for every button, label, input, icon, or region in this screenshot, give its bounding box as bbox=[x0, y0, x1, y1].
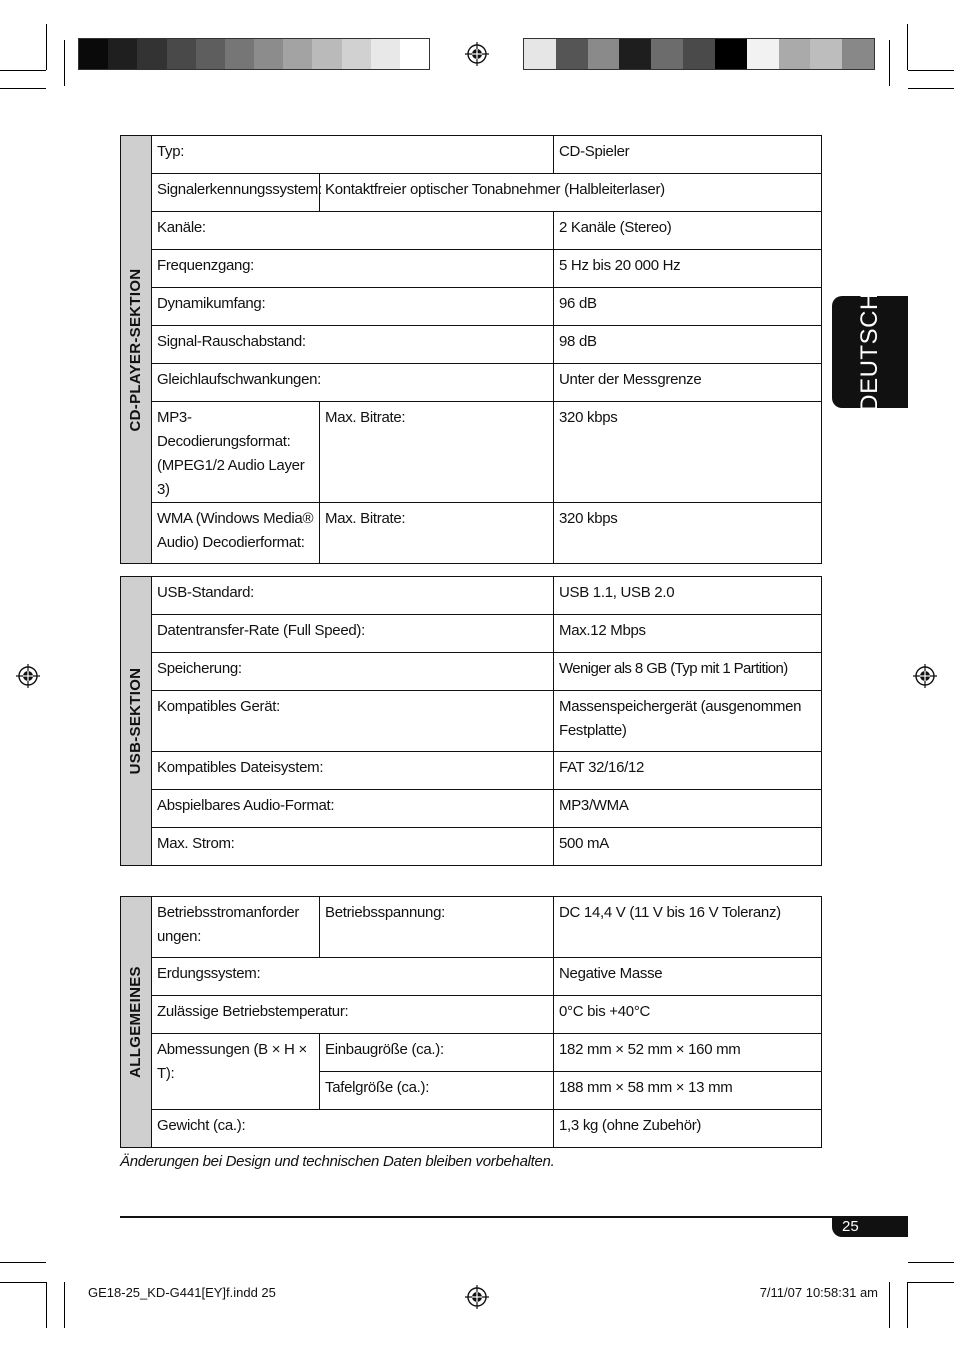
spec-sublabel: Tafelgröße (ca.): bbox=[320, 1072, 554, 1110]
table-row bbox=[121, 174, 822, 212]
color-swatch bbox=[651, 39, 683, 69]
color-swatch bbox=[283, 39, 312, 69]
table-row bbox=[121, 790, 822, 828]
section-title: CD-PLAYER-SEKTION bbox=[127, 268, 144, 431]
spec-value: Weniger als 8 GB (Typ mit 1 Partition) bbox=[554, 653, 822, 691]
language-tab-label: DEUTSCH bbox=[856, 292, 883, 412]
color-swatch bbox=[79, 39, 108, 69]
section-title: USB-SEKTION bbox=[127, 667, 144, 775]
spec-label: Kanäle: bbox=[152, 212, 554, 250]
tone-color-bar bbox=[523, 38, 875, 70]
bottom-rule bbox=[120, 1216, 908, 1218]
usb-spec-table bbox=[120, 576, 822, 866]
table-row bbox=[121, 828, 822, 866]
spec-label: Datentransfer-Rate (Full Speed): bbox=[152, 615, 554, 653]
color-swatch bbox=[683, 39, 715, 69]
spec-label: Abspielbares Audio-Format: bbox=[152, 790, 554, 828]
table-row bbox=[121, 364, 822, 402]
table-row bbox=[121, 326, 822, 364]
table-row bbox=[121, 503, 822, 564]
table-row bbox=[121, 1110, 822, 1148]
table-row bbox=[121, 615, 822, 653]
spec-value: Massenspeichergerät (ausgenommen Festplatte) bbox=[554, 691, 822, 752]
color-swatch bbox=[342, 39, 371, 69]
table-row bbox=[121, 653, 822, 691]
spec-sublabel: Einbaugröße (ca.): bbox=[320, 1034, 554, 1072]
spec-label: Erdungssystem: bbox=[152, 958, 554, 996]
color-swatch bbox=[619, 39, 651, 69]
spec-label: Kompatibles Gerät: bbox=[152, 691, 554, 752]
grayscale-color-bar bbox=[78, 38, 430, 70]
slug-date: 7/11/07 10:58:31 am bbox=[759, 1285, 878, 1300]
color-swatch bbox=[167, 39, 196, 69]
spec-value: Kontaktfreier optischer Tonabnehmer (Halbleiterlaser) bbox=[320, 174, 822, 212]
color-swatch bbox=[747, 39, 779, 69]
color-swatch bbox=[137, 39, 166, 69]
color-swatch bbox=[225, 39, 254, 69]
spec-value: FAT 32/16/12 bbox=[554, 752, 822, 790]
spec-value: 500 mA bbox=[554, 828, 822, 866]
spec-label: Signalerkennungssystem: bbox=[152, 174, 320, 212]
color-swatch bbox=[254, 39, 283, 69]
spec-label: Gewicht (ca.): bbox=[152, 1110, 554, 1148]
spec-sublabel: Betriebsspannung: bbox=[320, 897, 554, 958]
spec-value: USB 1.1, USB 2.0 bbox=[554, 577, 822, 615]
table-row bbox=[121, 250, 822, 288]
registration-mark-icon bbox=[465, 42, 489, 66]
spec-label: Max. Strom: bbox=[152, 828, 554, 866]
section-side-tab bbox=[121, 897, 152, 1148]
color-swatch bbox=[400, 39, 429, 69]
spec-label: Dynamikumfang: bbox=[152, 288, 554, 326]
page-number: 25 bbox=[832, 1217, 908, 1237]
spec-label: USB-Standard: bbox=[152, 577, 554, 615]
color-swatch bbox=[371, 39, 400, 69]
spec-value: CD-Spieler bbox=[554, 136, 822, 174]
table-row bbox=[121, 996, 822, 1034]
spec-value: 188 mm × 58 mm × 13 mm bbox=[554, 1072, 822, 1110]
spec-value: 5 Hz bis 20 000 Hz bbox=[554, 250, 822, 288]
table-row bbox=[121, 1034, 822, 1072]
registration-mark-icon bbox=[465, 1285, 489, 1309]
registration-mark-icon bbox=[16, 664, 40, 688]
table-row bbox=[121, 691, 822, 752]
spec-label: Zulässige Betriebstemperatur: bbox=[152, 996, 554, 1034]
table-row bbox=[121, 897, 822, 958]
spec-value: 320 kbps bbox=[554, 402, 822, 503]
color-swatch bbox=[779, 39, 811, 69]
spec-label: Signal-Rauschabstand: bbox=[152, 326, 554, 364]
color-swatch bbox=[556, 39, 588, 69]
spec-label: MP3-Decodierungsformat: (MPEG1/2 Audio Layer 3) bbox=[152, 402, 320, 503]
color-swatch bbox=[842, 39, 874, 69]
general-spec-table bbox=[120, 896, 822, 1148]
color-swatch bbox=[196, 39, 225, 69]
spec-sublabel: Max. Bitrate: bbox=[320, 402, 554, 503]
table-row bbox=[121, 136, 822, 174]
table-row bbox=[121, 958, 822, 996]
color-swatch bbox=[588, 39, 620, 69]
cd-player-section bbox=[120, 135, 822, 564]
spec-value: 96 dB bbox=[554, 288, 822, 326]
color-swatch bbox=[524, 39, 556, 69]
spec-label: Speicherung: bbox=[152, 653, 554, 691]
spec-value: Negative Masse bbox=[554, 958, 822, 996]
color-swatch bbox=[810, 39, 842, 69]
spec-label: Typ: bbox=[152, 136, 554, 174]
slug-file: GE18-25_KD-G441[EY]f.indd 25 bbox=[88, 1285, 276, 1300]
color-swatch bbox=[312, 39, 341, 69]
section-title: ALLGEMEINES bbox=[127, 966, 144, 1078]
spec-value: 0°C bis +40°C bbox=[554, 996, 822, 1034]
spec-label: Abmessungen (B × H × T): bbox=[152, 1034, 320, 1110]
spec-label: Betriebsstromanforder ungen: bbox=[152, 897, 320, 958]
table-row bbox=[121, 577, 822, 615]
spec-value: 182 mm × 52 mm × 160 mm bbox=[554, 1034, 822, 1072]
cd-spec-table bbox=[120, 135, 822, 564]
spec-value: 1,3 kg (ohne Zubehör) bbox=[554, 1110, 822, 1148]
color-swatch bbox=[108, 39, 137, 69]
spec-value: DC 14,4 V (11 V bis 16 V Toleranz) bbox=[554, 897, 822, 958]
spec-value: Unter der Messgrenze bbox=[554, 364, 822, 402]
language-tab bbox=[832, 292, 908, 412]
spec-sublabel: Max. Bitrate: bbox=[320, 503, 554, 564]
section-side-tab bbox=[121, 577, 152, 866]
spec-value: MP3/WMA bbox=[554, 790, 822, 828]
table-row bbox=[121, 212, 822, 250]
spec-label: WMA (Windows Media® Audio) Decodierformat: bbox=[152, 503, 320, 564]
section-side-tab bbox=[121, 136, 152, 564]
registration-mark-icon bbox=[913, 664, 937, 688]
general-section bbox=[120, 896, 822, 1148]
table-row bbox=[121, 288, 822, 326]
table-row bbox=[121, 402, 822, 503]
color-swatch bbox=[715, 39, 747, 69]
spec-value: 98 dB bbox=[554, 326, 822, 364]
usb-section bbox=[120, 576, 822, 866]
spec-value: 2 Kanäle (Stereo) bbox=[554, 212, 822, 250]
spec-value: 320 kbps bbox=[554, 503, 822, 564]
spec-value: Max.12 Mbps bbox=[554, 615, 822, 653]
table-row bbox=[121, 752, 822, 790]
spec-label: Gleichlaufschwankungen: bbox=[152, 364, 554, 402]
spec-label: Kompatibles Dateisystem: bbox=[152, 752, 554, 790]
footnote: Änderungen bei Design und technischen Daten bleiben vorbehalten. bbox=[120, 1153, 555, 1170]
spec-label: Frequenzgang: bbox=[152, 250, 554, 288]
